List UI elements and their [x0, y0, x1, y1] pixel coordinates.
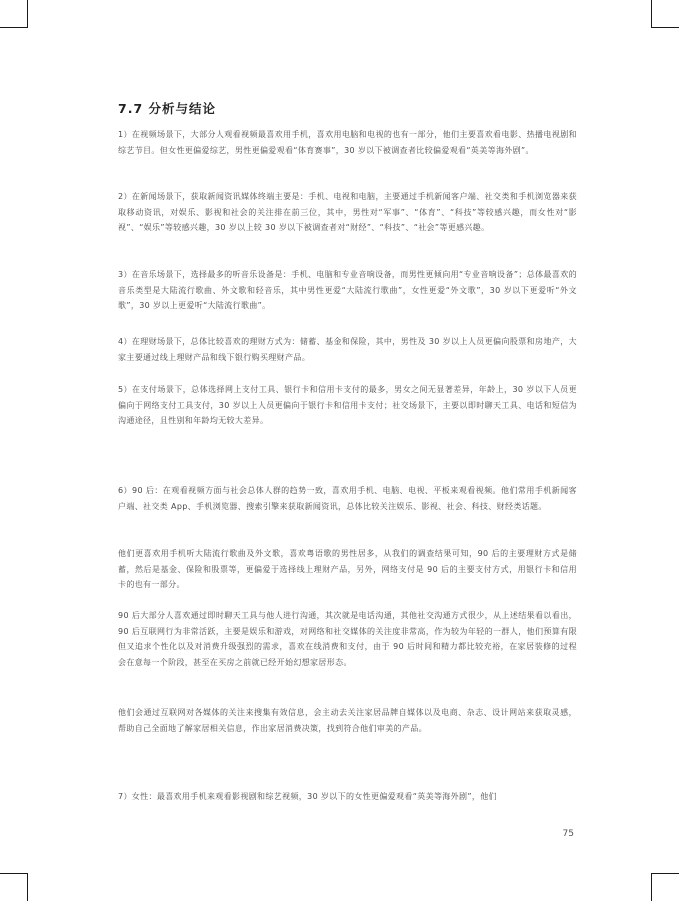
crop-mark-top-right-horizontal — [651, 27, 679, 28]
paragraph-post90-media: 他们会通过互联网对各媒体的关注来搜集有效信息，会主动去关注家居品牌自媒体以及电商、杂志、设计网站来获取灵感，帮助自己全面地了解家居相关信息，作出家居消费决策，找到符合他们审美的产品。 — [118, 708, 577, 733]
paragraph-post90-overview: 6）90 后：在观看视频方面与社会总体人群的趋势一致，喜欢用手机、电脑、电视、平板来观看视频。他们常用手机新闻客户端、社交类 App、手机浏览器、搜索引擎来获取新闻资讯，总体比较关注娱乐、影视、社会、科技、财经类话题。 — [118, 486, 577, 511]
paragraph-female: 7）女性：最喜欢用手机来观看影视剧和综艺视频，30 岁以下的女性更偏爱观看“英美等海外剧”，他们 — [118, 792, 497, 801]
crop-mark-bottom-right-horizontal — [651, 873, 679, 874]
paragraph-payment-scene: 5）在支付场景下，总体选择网上支付工具、银行卡和信用卡支付的最多，男女之间无显著差异，年龄上，30 岁以下人员更偏向于网络支付工具支付，30 岁以上人员更偏向于银行卡和信用卡支付；社交场景下，主要以即时聊天工具、电话和短信为沟通途径，且性别和年龄均无较大差异。 — [118, 385, 577, 425]
paragraph-news-scene: 2）在新闻场景下，获取新闻资讯媒体终端主要是：手机、电视和电脑，主要通过手机新闻客户端、社交类和手机浏览器来获取移动资讯，对娱乐、影视和社会的关注排在前三位，其中，男性对“军事”、“体育”、“科技”等较感兴趣，而女性对“影视”、“娱乐”等较感兴趣，30 岁以上较 30 岁以下被调查者对“财经”、“科技”、“社会”等更感兴趣。 — [118, 192, 577, 232]
paragraph-post90-social: 90 后大部分人喜欢通过即时聊天工具与他人进行沟通，其次就是电话沟通，其他社交沟通方式很少，从上述结果看以看出，90 后互联网行为非常活跃，主要是娱乐和游戏，对网络和社交媒体的关注度非常高，作为较为年轻的一群人，他们预算有限但又追求个性化以及对消费升级强烈的需求，喜欢在线消费和支付，由于 90 后时间和精力都比较充裕，在家居装修的过程会在意每一个阶段，甚至在买房之前就已经开始幻想家居形态。 — [118, 611, 577, 667]
crop-mark-bottom-left-horizontal — [0, 873, 28, 874]
paragraph-video-scene: 1）在视频场景下，大部分人观看视频最喜欢用手机，喜欢用电脑和电视的也有一部分，他们主要喜欢看电影、热播电视剧和综艺节目。但女性更偏爱综艺，男性更偏爱观看“体育赛事”，30 岁以下被调查者比较偏爱观看“英美等海外剧”。 — [118, 130, 577, 155]
paragraph-music-scene: 3）在音乐场景下，选择最多的听音乐设备是：手机、电脑和专业音响设备，而男性更倾向用“专业音响设备”；总体最喜欢的音乐类型是大陆流行歌曲、外文歌和轻音乐，其中男性更爱“大陆流行歌曲”，女性更爱“外文歌”，30 岁以下更爱听“外文歌”，30 岁以上更爱听“大陆流行歌曲”。 — [118, 270, 577, 310]
section-heading: 7.7 分析与结论 — [118, 101, 216, 116]
crop-mark-top-left-vertical — [27, 0, 28, 28]
crop-mark-top-left-horizontal — [0, 27, 28, 28]
crop-mark-bottom-left-vertical — [27, 873, 28, 901]
paragraph-finance-scene: 4）在理财场景下，总体比较喜欢的理财方式为：储蓄、基金和保险，其中，男性及 30 岁以上人员更偏向股票和房地产，大家主要通过线上理财产品和线下银行购买理财产品。 — [118, 337, 577, 362]
crop-mark-top-right-vertical — [651, 0, 652, 28]
page-number: 75 — [562, 829, 574, 839]
crop-mark-bottom-right-vertical — [651, 873, 652, 901]
paragraph-post90-music-finance: 他们更喜欢用手机听大陆流行歌曲及外文歌，喜欢粤语歌的男性居多，从我们的调查结果可知，90 后的主要理财方式是储蓄，然后是基金、保险和股票等，更偏爱于选择线上理财产品，另外，网络支付是 90 后的主要支付方式，用银行卡和信用卡的也有一部分。 — [118, 549, 577, 589]
